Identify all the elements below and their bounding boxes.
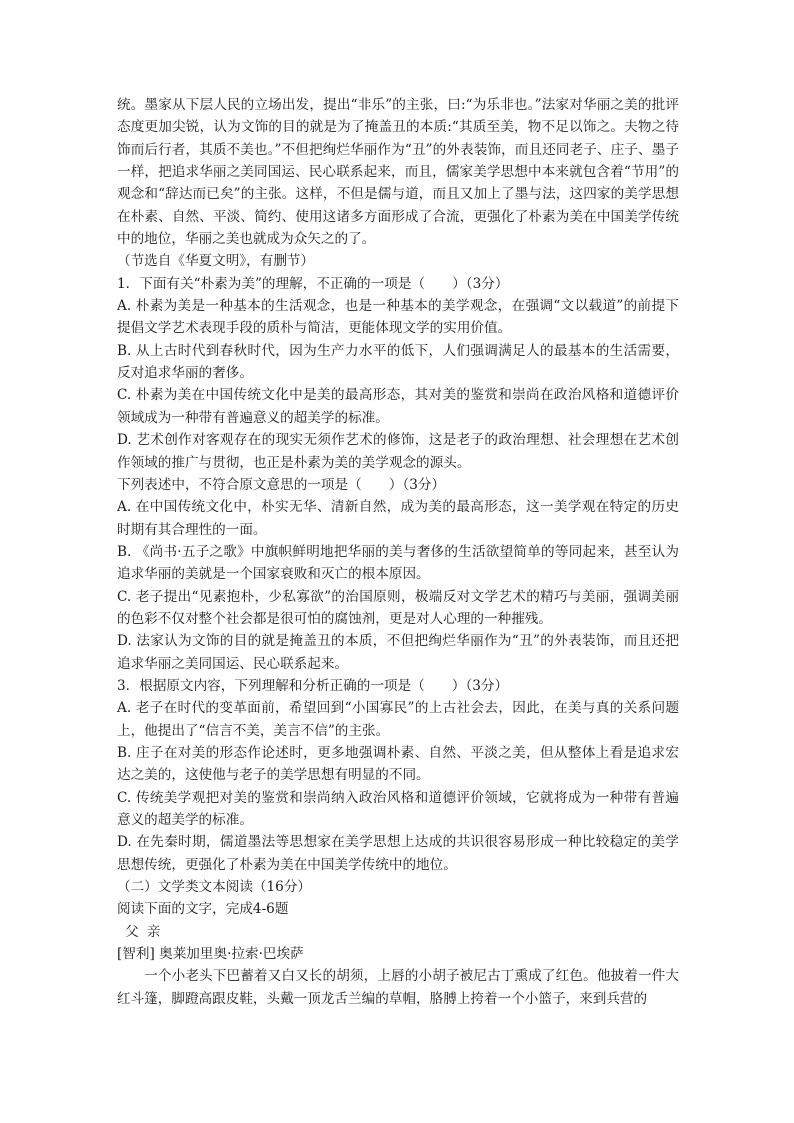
story-title: 父亲 (125, 923, 169, 940)
q1-stem: 1．下面有关“朴素为美”的理解，不正确的一项是（ ）（3分） (117, 275, 509, 292)
q2-option-a: A. 在中国传统文化中，朴实无华、清新自然，成为美的最高形态，这一美学观在特定的历史时期有其合理性的一面。 (117, 499, 679, 538)
q1-option-d: D. 艺术创作对客观存在的现实无须作艺术的修饰，这是老子的政治理想、社会理想在艺术创作领域的推广与贯彻，也正是朴素为美的美学观念的源头。 (117, 432, 679, 471)
section-heading: （二）文学类文本阅读（16分） (117, 879, 312, 896)
q3-option-a: A. 老子在时代的变革面前，希望回到“小国寡民”的上古社会去，因此，在美与真的关系问题上，他提出了“信言不美，美言不信”的主张。 (117, 700, 679, 739)
q3-stem: 3．根据原文内容，下列理解和分析正确的一项是（ ）（3分） (117, 677, 509, 694)
q3-option-d: D. 在先秦时期，儒道墨法等思想家在美学思想上达成的共识很容易形成一种比较稳定的美学思想传统，更强化了朴素为美在中国美学传统中的地位。 (117, 834, 679, 873)
story-author: [智利] 奥莱加里奥·拉索·巴埃萨 (117, 946, 304, 963)
q1-option-a: A. 朴素为美是一种基本的生活观念，也是一种基本的美学观念，在强调“文以载道”的前提下提倡文学艺术表现手段的质朴与简洁，更能体现文学的实用价值。 (117, 298, 679, 337)
q2-option-d: D. 法家认为文饰的目的就是掩盖丑的本质，不但把绚烂华丽作为“丑”的外表装饰，而且还把追求华丽之美同国运、民心联系起来。 (117, 633, 679, 672)
q2-stem: 下列表述中，不符合原文意思的一项是（ ）（3分） (117, 476, 446, 493)
story-paragraph: 一个小老头下巴蓄着又白又长的胡须，上唇的小胡子被尼古丁熏成了红色。他披着一件大红斗篷，脚蹬高跟皮鞋，头戴一顶龙舌兰编的草帽，胳膊上挎着一个小篮子，来到兵营的 (117, 968, 679, 1007)
q2-option-c: C. 老子提出“见素抱朴，少私寡欲”的治国原则，极端反对文学艺术的精巧与美丽，强调美丽的色彩不仅对整个社会都是很可怕的腐蚀剂，更是对人心理的一种摧残。 (117, 588, 679, 627)
q1-option-b: B. 从上古时代到春秋时代，因为生产力水平的低下，人们强调满足人的最基本的生活需要，反对追求华丽的奢侈。 (117, 342, 679, 382)
document-page (117, 94, 679, 1010)
passage-end: 统。墨家从下层人民的立场出发，提出“非乐”的主张，曰:“为乐非也。”法家对华丽之美的批评态度更加尖锐，认为文饰的目的就是为了掩盖丑的本质:“其质至美，物不足以饰之。夫物之待饰而后行者，其质不美也。”不但把绚烂华丽作为“丑”的外表装饰，而且还同老子、庄子、墨子一样，把追求华丽之美同国运、民心联系起来，而且，儒家美学思想中本来就包含着“节用”的观念和“辞达而已矣”的主张。这样，不但是儒与道，而且又加上了墨与法，这四家的美学思想在朴素、自然、平淡、简约、使用这诸多方面形成了合流，更强化了朴素为美在中国美学传统中的地位，华丽之美也就成为众矢之的了。 (117, 97, 679, 248)
q3-option-c: C. 传统美学观把对美的鉴赏和崇尚纳入政治风格和道德评价领域，它就将成为一种带有普遍意义的超美学的标准。 (117, 789, 679, 828)
q3-option-b: B. 庄子在对美的形态作论述时，更多地强调朴素、自然、平淡之美，但从整体上看是追求宏达之美的，这使他与老子的美学思想有明显的不同。 (117, 744, 679, 784)
q1-option-c: C. 朴素为美在中国传统文化中是美的最高形态，其对美的鉴赏和崇尚在政治风格和道德评价领域成为一种带有普遍意义的超美学的标准。 (117, 387, 679, 426)
source-note: （节选自《华夏文明》，有删节） (117, 253, 315, 270)
section-instruction: 阅读下面的文字，完成4-6题 (117, 901, 289, 918)
q2-option-b: B. 《尚书·五子之歌》中旗帜鲜明地把华丽的美与奢侈的生活欲望简单的等同起来，甚至认为追求华丽的美就是一个国家衰败和灭亡的根本原因。 (117, 543, 679, 583)
